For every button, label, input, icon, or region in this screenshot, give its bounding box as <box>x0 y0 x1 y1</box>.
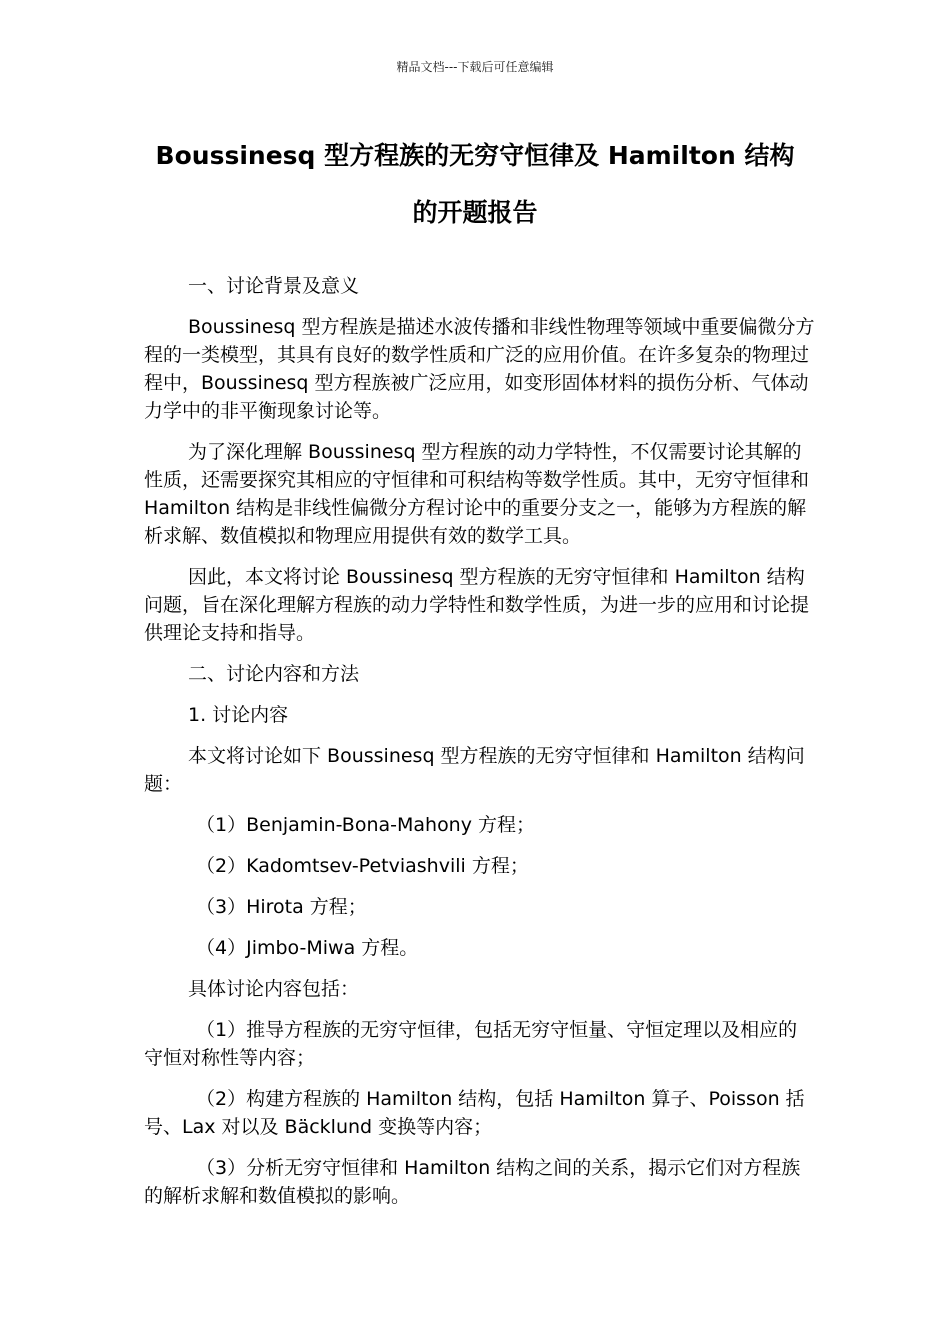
section1-paragraph-3: 因此，本文将讨论 Boussinesq 型方程族的无穷守恒律和 Hamilton 结构问题，旨在深化理解方程族的动力学特性和数学性质，为进一步的应用和讨论提供理论支持和指导。 <box>144 566 810 644</box>
details-intro: 具体讨论内容包括： <box>188 978 360 1000</box>
section1-paragraph-2: 为了深化理解 Boussinesq 型方程族的动力学特性，不仅需要讨论其解的性质，还需要探究其相应的守恒律和可积结构等数学性质。其中，无穷守恒律和 Hamilton 结构是非线性偏微分方程讨论中的重要分支之一，能够为方程族的解析求解、数值模拟和物理应用提供有效的数学工具。 <box>144 441 810 547</box>
document-title-line2: 的开题报告 <box>412 198 538 227</box>
detail-item-1: （1）推导方程族的无穷守恒律，包括无穷守恒量、守恒定理以及相应的守恒对称性等内容； <box>144 1019 798 1069</box>
section1-heading: 一、讨论背景及意义 <box>188 275 360 297</box>
equation-item-1: （1）Benjamin-Bona-Mahony 方程； <box>196 814 536 836</box>
equation-item-4: （4）Jimbo-Miwa 方程。 <box>196 937 419 959</box>
header-note: 精品文档---下载后可任意编辑 <box>396 60 554 74</box>
section2-intro: 本文将讨论如下 Boussinesq 型方程族的无穷守恒律和 Hamilton 结构问题： <box>144 745 805 795</box>
document-title-line1: Boussinesq 型方程族的无穷守恒律及 Hamilton 结构 <box>155 141 795 170</box>
section2-heading: 二、讨论内容和方法 <box>188 663 360 685</box>
equation-item-2: （2）Kadomtsev-Petviashvili 方程； <box>196 855 529 877</box>
section2-subheading: 1. 讨论内容 <box>188 704 289 726</box>
document-body <box>144 272 816 1223</box>
section1-paragraph-1: Boussinesq 型方程族是描述水波传播和非线性物理等领域中重要偏微分方程的一类模型，其具有良好的数学性质和广泛的应用价值。在许多复杂的物理过程中，Boussinesq 型方程族被广泛应用，如变形固体材料的损伤分析、气体动力学中的非平衡现象讨论等。 <box>144 316 815 422</box>
detail-item-3: （3）分析无穷守恒律和 Hamilton 结构之间的关系，揭示它们对方程族的解析求解和数值模拟的影响。 <box>144 1157 801 1207</box>
detail-item-2: （2）构建方程族的 Hamilton 结构，包括 Hamilton 算子、Poisson 括号、Lax 对以及 Bäcklund 变换等内容； <box>144 1088 805 1138</box>
equation-item-3: （3）Hirota 方程； <box>196 896 367 918</box>
